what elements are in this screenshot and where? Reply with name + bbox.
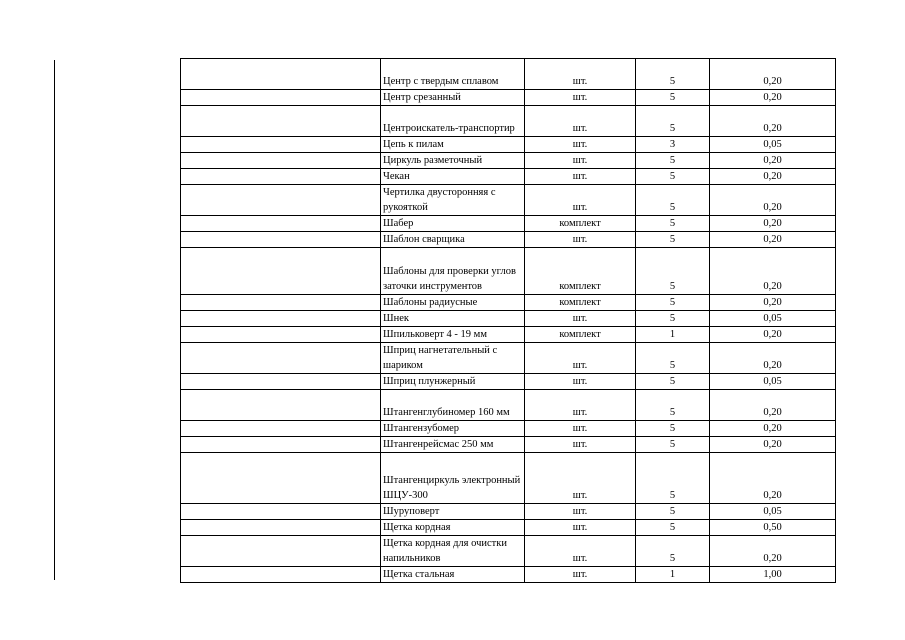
value-cell: 0,20 [710,343,836,374]
value-cell: 0,20 [710,295,836,311]
quantity-cell: 5 [636,169,710,185]
item-name-cell: Штангенрейсмас 250 мм [381,437,525,453]
value-cell: 0,20 [710,169,836,185]
quantity-cell: 5 [636,311,710,327]
value-cell: 0,50 [710,520,836,536]
item-name-cell: Центр срезанный [381,90,525,106]
quantity-cell: 5 [636,504,710,520]
unit-cell: шт. [525,343,636,374]
value-cell: 0,05 [710,137,836,153]
unit-cell: шт. [525,169,636,185]
unit-cell: комплект [525,216,636,232]
item-name-cell: Шприц нагнетательный с шариком [381,343,525,374]
empty-cell [181,106,381,137]
value-cell: 0,20 [710,437,836,453]
unit-cell: шт. [525,59,636,90]
value-cell: 1,00 [710,567,836,583]
quantity-cell: 5 [636,232,710,248]
table-row [181,421,836,437]
table-row [181,311,836,327]
unit-cell: шт. [525,504,636,520]
quantity-cell: 5 [636,185,710,216]
value-cell: 0,20 [710,90,836,106]
table-row [181,216,836,232]
empty-cell [181,248,381,295]
unit-cell: шт. [525,520,636,536]
item-name-cell: Шприц плунжерный [381,374,525,390]
tools-table-body [181,59,836,583]
table-row [181,232,836,248]
value-cell: 0,20 [710,421,836,437]
value-cell: 0,20 [710,216,836,232]
empty-cell [181,59,381,90]
item-name-cell: Шуруповерт [381,504,525,520]
table-row [181,137,836,153]
item-name-cell: Центр с твердым сплавом [381,59,525,90]
table-row [181,453,836,504]
empty-cell [181,216,381,232]
table-row [181,504,836,520]
unit-cell: шт. [525,421,636,437]
item-name-cell: Шаблон сварщика [381,232,525,248]
item-name-cell: Цепь к пилам [381,137,525,153]
value-cell: 0,05 [710,374,836,390]
item-name-cell: Циркуль разметочный [381,153,525,169]
unit-cell: шт. [525,106,636,137]
quantity-cell: 5 [636,390,710,421]
tools-table [180,58,836,583]
table-row [181,343,836,374]
empty-cell [181,536,381,567]
unit-cell: шт. [525,567,636,583]
table-row [181,295,836,311]
item-name-cell: Шаблоны радиусные [381,295,525,311]
quantity-cell: 3 [636,137,710,153]
empty-cell [181,295,381,311]
empty-cell [181,374,381,390]
quantity-cell: 1 [636,567,710,583]
table-row [181,185,836,216]
quantity-cell: 1 [636,327,710,343]
item-name-cell: Шабер [381,216,525,232]
unit-cell: шт. [525,374,636,390]
value-cell: 0,20 [710,232,836,248]
table-row [181,59,836,90]
item-name-cell: Щетка кордная [381,520,525,536]
item-name-cell: Шаблоны для проверки углов заточки инструментов [381,248,525,295]
value-cell: 0,20 [710,536,836,567]
table-row [181,153,836,169]
table-row [181,536,836,567]
unit-cell: шт. [525,437,636,453]
item-name-cell: Чекан [381,169,525,185]
value-cell: 0,20 [710,327,836,343]
unit-cell: шт. [525,153,636,169]
empty-cell [181,137,381,153]
empty-cell [181,311,381,327]
value-cell: 0,20 [710,248,836,295]
item-name-cell: Штангенциркуль электронный ШЦУ-300 [381,453,525,504]
quantity-cell: 5 [636,295,710,311]
table-row [181,106,836,137]
empty-cell [181,185,381,216]
quantity-cell: 5 [636,421,710,437]
unit-cell: комплект [525,248,636,295]
item-name-cell: Центроискатель-транспортир [381,106,525,137]
empty-cell [181,437,381,453]
value-cell: 0,20 [710,453,836,504]
quantity-cell: 5 [636,343,710,374]
unit-cell: комплект [525,327,636,343]
item-name-cell: Штангензубомер [381,421,525,437]
item-name-cell: Щетка кордная для очистки напильников [381,536,525,567]
quantity-cell: 5 [636,437,710,453]
table-row [181,248,836,295]
unit-cell: шт. [525,137,636,153]
unit-cell: шт. [525,390,636,421]
empty-cell [181,90,381,106]
unit-cell: шт. [525,453,636,504]
value-cell: 0,05 [710,504,836,520]
empty-cell [181,421,381,437]
item-name-cell: Щетка стальная [381,567,525,583]
empty-cell [181,504,381,520]
table-row [181,90,836,106]
item-name-cell: Чертилка двусторонняя с рукояткой [381,185,525,216]
empty-cell [181,453,381,504]
table-row [181,567,836,583]
empty-cell [181,327,381,343]
table-row [181,520,836,536]
unit-cell: шт. [525,536,636,567]
item-name-cell: Шнек [381,311,525,327]
table-row [181,327,836,343]
empty-cell [181,232,381,248]
quantity-cell: 5 [636,374,710,390]
value-cell: 0,05 [710,311,836,327]
value-cell: 0,20 [710,153,836,169]
quantity-cell: 5 [636,453,710,504]
value-cell: 0,20 [710,390,836,421]
value-cell: 0,20 [710,59,836,90]
unit-cell: шт. [525,90,636,106]
table-row [181,169,836,185]
unit-cell: комплект [525,295,636,311]
quantity-cell: 5 [636,248,710,295]
page-margin-line [54,60,55,580]
unit-cell: шт. [525,185,636,216]
unit-cell: шт. [525,232,636,248]
quantity-cell: 5 [636,90,710,106]
quantity-cell: 5 [636,153,710,169]
quantity-cell: 5 [636,520,710,536]
value-cell: 0,20 [710,106,836,137]
table-row [181,437,836,453]
value-cell: 0,20 [710,185,836,216]
quantity-cell: 5 [636,216,710,232]
unit-cell: шт. [525,311,636,327]
item-name-cell: Шпильковерт 4 - 19 мм [381,327,525,343]
quantity-cell: 5 [636,59,710,90]
item-name-cell: Штангенглубиномер 160 мм [381,390,525,421]
empty-cell [181,520,381,536]
empty-cell [181,169,381,185]
table-row [181,390,836,421]
empty-cell [181,343,381,374]
empty-cell [181,390,381,421]
empty-cell [181,567,381,583]
quantity-cell: 5 [636,106,710,137]
quantity-cell: 5 [636,536,710,567]
table-row [181,374,836,390]
empty-cell [181,153,381,169]
